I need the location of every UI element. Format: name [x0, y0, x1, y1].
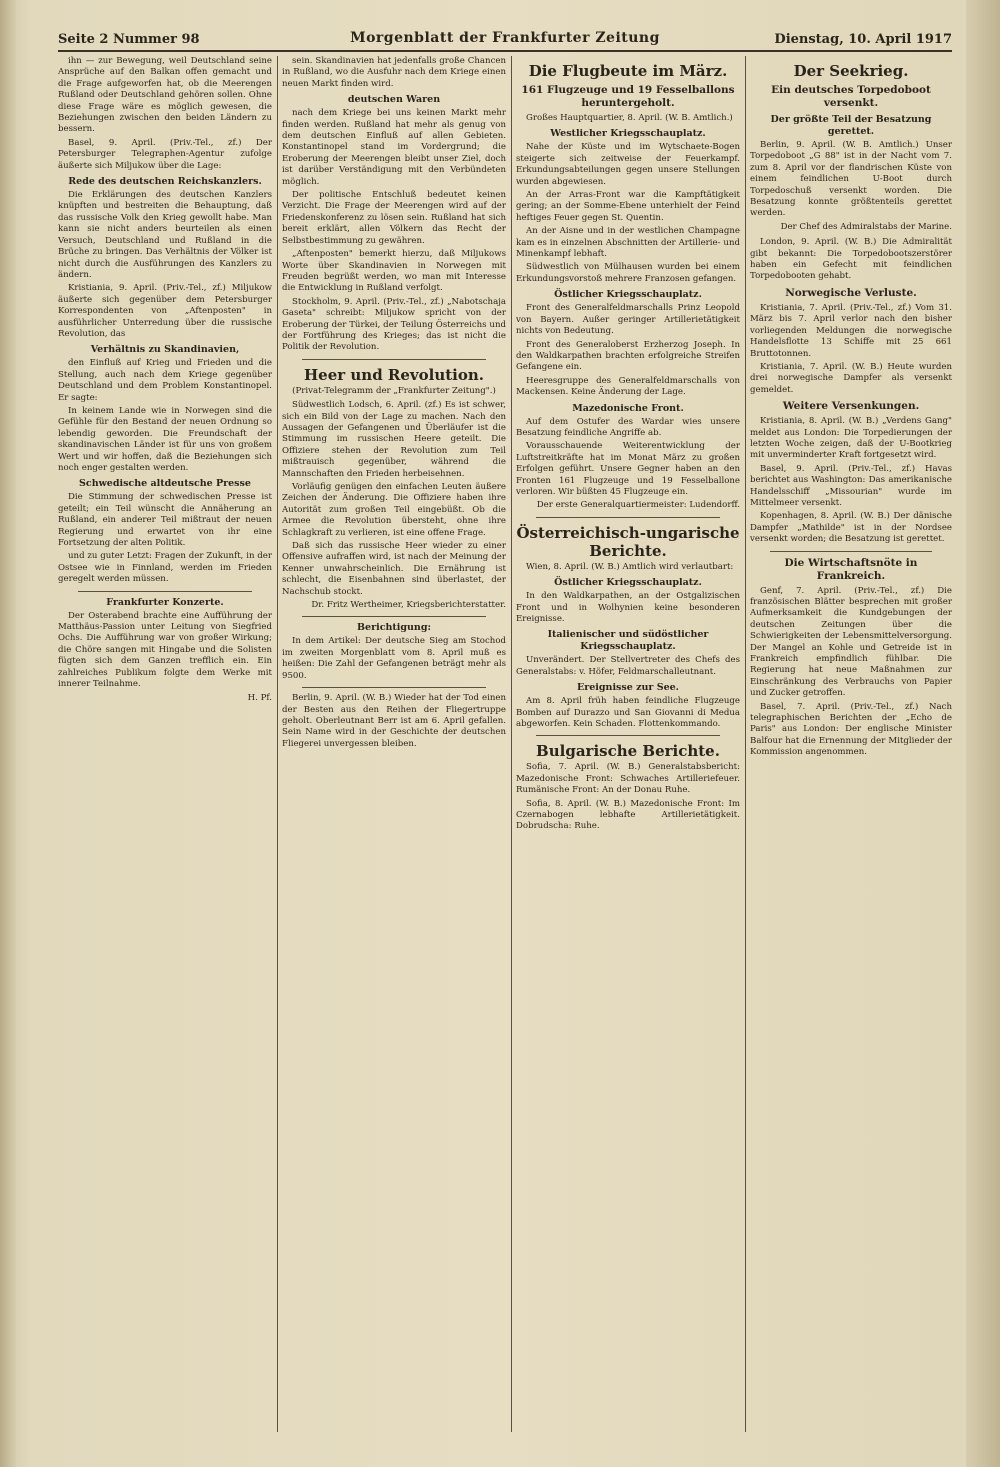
article-paragraph: Am 8. April früh haben feindliche Flugzeuge Bomben auf Durazzo und San Giovanni di Medua abgeworfen. Kein Schaden. Flottenkommando.: [516, 696, 740, 730]
article-paragraph: In dem Artikel: Der deutsche Sieg am Stochod im zweiten Morgenblatt vom 8. April muß es heißen: Die Zahl der Gefangenen beträgt mehr als 9500.: [282, 636, 506, 681]
article-headline: Die Flugbeute im März.: [528, 62, 728, 80]
masthead: [58, 28, 952, 52]
article-paragraph: Unverändert. Der Stellvertreter des Chefs des Generalstabs: v. Höfer, Feldmarschalleutnant.: [516, 655, 740, 677]
article-paragraph: Basel, 9. April. (Priv.-Tel., zf.) Havas berichtet aus Washington: Das amerikanische Handelsschiff „Missourian" wurde im Mittelmeer versenkt.: [750, 463, 952, 508]
article-paragraph: Großes Hauptquartier, 8. April. (W. B. Amtlich.): [526, 113, 733, 123]
article-paragraph: Nahe der Küste und im Wytschaete-Bogen steigerte sich zeitweise der Feuerkampf. Erkundungsabteilungen gegen unsere Stellungen wurden abgewiesen.: [516, 142, 740, 187]
section-divider: [78, 591, 252, 592]
article-paragraph: Kristiania, 9. April. (Priv.-Tel., zf.) Miljukow äußerte sich gegenüber dem Petersburger Korrespondenten von „Aftenposten" in ausführlicher Unterredung über die russische Revolution, das: [58, 283, 272, 339]
article-paragraph: Die Stimmung der schwedischen Presse ist geteilt; ein Teil wünscht die Annäherung an Rußland, ein anderer Teil mißtraut der neuen Regierung und erwartet von ihr eine Fortsetzung der alten Politik.: [58, 492, 272, 549]
section-heading: Weitere Versenkungen.: [782, 400, 920, 413]
section-heading: Norwegische Verluste.: [785, 286, 917, 299]
article-paragraph: Genf, 7. April. (Priv.-Tel., zf.) Die französischen Blätter besprechen mit großer Aufmerksamkeit die Kundgebungen der deutschen Zeitungen über die Schwierigkeiten der Lebensmittelversorgung. Der Mangel an Kohle und Getreide ist in Frankreich empfindlich fühlbar. Die Regierung hat neue Maßnahmen zur Einschränkung des Verbrauchs von Papier und Zucker getroffen.: [750, 585, 952, 699]
article-paragraph: Berlin, 9. April. (W. B. Amtlich.) Unser Torpedoboot „G 88" ist in der Nacht vom 7. zum 8. April vor der flandrischen Küste von einem feindlichen U-Boot durch Torpedoschuß versenkt worden. Die Besatzung konnte größtenteils gerettet werden.: [750, 140, 952, 219]
article-paragraph: Der politische Entschluß bedeutet keinen Verzicht. Die Frage der Meerengen wird auf der Friedenskonferenz zu lösen sein. Rußland hat sich bereit erklärt, allen Völkern das Recht der Selbstbestimmung zu gewähren.: [282, 190, 506, 246]
article-paragraph: Kristiania, 8. April. (W. B.) „Verdens Gang" meldet aus London: Die Torpedierungen der letzten Woche zeigen, daß der U-Bootkrieg mit unverminderter Kraft fortgesetzt wird.: [750, 416, 952, 461]
article-paragraph: Der Osterabend brachte eine Aufführung der Matthäus-Passion unter Leitung von Siegfried Ochs. Die Aufführung war von großer Wirkung; die Chöre sangen mit Hingabe und die Solisten fügten sich dem Ganzen trefflich ein. Ein zahlreiches Publikum folgte dem Werke mit innerer Teilnahme.: [58, 610, 272, 690]
section-divider: [302, 687, 486, 688]
section-heading: Westlicher Kriegsschauplatz.: [550, 128, 706, 140]
article-paragraph: Stockholm, 9. April. (Priv.-Tel., zf.) „Nabotschaja Gaseta" schreibt: Miljukow spricht von der Eroberung der Türkei, der Teilung Österreichs und der Fortführung des Krieges; das ist nicht die Politik der Revolution.: [282, 296, 506, 353]
article-paragraph: Kristiania, 7. April. (Priv.-Tel., zf.) Vom 31. März bis 7. April verlor nach den bisher vorliegenden Meldungen die norwegische Handelsflotte 13 Schiffe mit 25 661 Bruttotonnen.: [750, 302, 952, 359]
article-paragraph: Südwestlich von Mülhausen wurden bei einem Erkundungsvorstoß mehrere Franzosen gefangen.: [516, 262, 740, 284]
column-1: [58, 56, 272, 1432]
section-heading: Ereignisse zur See.: [577, 682, 679, 694]
article-paragraph: Kristiania, 7. April. (W. B.) Heute wurden drei norwegische Dampfer als versenkt gemeldet.: [750, 361, 952, 395]
article-headline: Die Wirtschaftsnöte in Frankreich.: [784, 556, 918, 582]
newspaper-title: Morgenblatt der Frankfurter Zeitung: [350, 30, 660, 46]
article-paragraph: Kopenhagen, 8. April. (W. B.) Der dänische Dampfer „Mathilde" ist in der Nordsee versenkt worden; die Besatzung ist gerettet.: [750, 511, 952, 545]
section-heading: Östlicher Kriegsschauplatz.: [554, 577, 702, 589]
issue-date: Dienstag, 10. April 1917: [774, 32, 952, 47]
article-paragraph: In den Waldkarpathen, an der Ostgalizischen Front und in Wolhynien keine besonderen Ereignisse.: [516, 591, 740, 624]
article-paragraph: Südwestlich Lodsch, 6. April. (zf.) Es ist schwer, sich ein Bild von der Lage zu machen. Nach den Aussagen der Gefangenen und Überläufer ist die Stimmung im russischen Heere geteilt. Die Offiziere stehen der Revolution zum Teil mißtrauisch gegenüber, während die Mannschaften den Frieden herbeisehnen.: [282, 400, 506, 479]
article-subheadline: Ein deutsches Torpedoboot versenkt.: [771, 84, 931, 109]
section-divider: [302, 616, 486, 617]
page-number: Seite 2 Nummer 98: [58, 32, 200, 47]
article-subheadline: 161 Flugzeuge und 19 Fesselballons heruntergeholt.: [521, 84, 735, 109]
article-paragraph: „Aftenposten" bemerkt hierzu, daß Miljukows Worte über Skandinavien in Norwegen mit Freuden begrüßt werden, wo man mit Interesse die Entwicklung in Rußland verfolgt.: [282, 249, 506, 294]
article-paragraph: Berlin, 9. April. (W. B.) Wieder hat der Tod einen der Besten aus den Reihen der Fliegertruppe geholt. Oberleutnant Berr ist am 6. April gefallen. Sein Name wird in der Geschichte der deutschen Fliegerei unvergessen bleiben.: [282, 693, 506, 749]
article-headline: Österreichisch-ungarische Berichte.: [516, 523, 740, 560]
article-paragraph: In keinem Lande wie in Norwegen sind die Gefühle für den Bestand der neuen Ordnung so lebendig geworden. Die Freundschaft der skandinavischen Länder ist für uns von großem Wert und wir hoffen, daß die Beziehungen sich noch enger gestalten werden.: [58, 405, 272, 473]
section-divider: [536, 735, 720, 736]
section-heading: Berichtigung:: [357, 622, 431, 634]
article-paragraph: Front des Generaloberst Erzherzog Joseph. In den Waldkarpathen brachten erfolgreiche Streifen Gefangene ein.: [516, 339, 740, 373]
article-paragraph: Basel, 9. April. (Priv.-Tel., zf.) Der Petersburger Telegraphen-Agentur zufolge äußerte sich Miljukow über die Lage:: [58, 137, 272, 171]
article-headline: Der Seekrieg.: [793, 62, 909, 80]
author-signature: Dr. Fritz Wertheimer, Kriegsberichterstatter.: [311, 600, 506, 611]
page-edge: [966, 0, 1000, 1467]
section-heading: Rede des deutschen Reichskanzlers.: [68, 176, 262, 188]
article-paragraph: An der Aisne und in der westlichen Champagne kam es in einzelnen Abschnitten der Artillerie- und Minenkampf lebhaft.: [516, 226, 740, 260]
author-signature: Der Chef des Admiralstabs der Marine.: [780, 221, 952, 232]
section-divider: [770, 551, 932, 552]
section-heading: deutschen Waren: [347, 94, 441, 106]
article-headline: Bulgarische Berichte.: [536, 742, 720, 761]
article-paragraph: An der Arras-Front war die Kampftätigkeit gering; an der Somme-Ebene unterhielt der Feind heftiges Feuer gegen St. Quentin.: [516, 190, 740, 223]
column-rule: [745, 56, 746, 1432]
article-paragraph: Wien, 8. April. (W. B.) Amtlich wird verlautbart:: [526, 561, 734, 572]
section-heading: Schwedische altdeutsche Presse: [79, 478, 251, 490]
article-paragraph: Sofia, 8. April. (W. B.) Mazedonische Front: Im Czernabogen lebhafte Artillerietätigkeit. Dobrudscha: Ruhe.: [516, 798, 740, 832]
author-initials: H. Pf.: [247, 692, 272, 703]
article-paragraph: Vorläufig genügen den einfachen Leuten äußere Zeichen der Änderung. Die Offiziere haben ihre Autorität zum großen Teil eingebüßt. Ob die Armee die Revolution übersteht, ohne ihre Schlagkraft zu verlieren, ist eine offene Frage.: [282, 482, 506, 538]
section-heading: Östlicher Kriegsschauplatz.: [554, 289, 702, 301]
article-paragraph: den Einfluß auf Krieg und Frieden und die Stellung, auch nach dem Kriege gegenüber Deutschland und dem Problem Konstantinopel. Er sagte:: [58, 358, 272, 403]
column-rule: [277, 56, 278, 1432]
article-paragraph: nach dem Kriege bei uns keinen Markt mehr finden werden. Rußland hat mehr als genug von dem deutschen Einfluß auf allen Gebieten. Konstantinopel stand im Vordergrund; die Eroberung der Meerengen bleibt unser Ziel, doch ist darüber Verständigung mit den Verbündeten möglich.: [282, 108, 506, 187]
section-divider: [536, 517, 720, 518]
section-heading: Italienischer und südöstlicher Kriegsschauplatz.: [547, 629, 709, 653]
column-rule: [511, 56, 512, 1432]
section-divider: [302, 359, 486, 360]
article-paragraph: Auf dem Ostufer des Wardar wies unsere Besatzung feindliche Angriffe ab.: [516, 416, 740, 438]
section-heading: Verhältnis zu Skandinavien,: [90, 344, 240, 356]
section-heading: Der größte Teil der Besatzung gerettet.: [770, 114, 932, 137]
section-heading: Frankfurter Konzerte.: [106, 596, 224, 608]
column-4: [750, 56, 952, 1432]
page-binding: [0, 0, 16, 1467]
article-paragraph: und zu guter Letzt: Fragen der Zukunft, in der Ostsee wie in Finnland, werden im Frieden geregelt werden müssen.: [58, 551, 272, 585]
section-heading: Mazedonische Front.: [572, 402, 684, 414]
article-paragraph: Heeresgruppe des Generalfeldmarschalls von Mackensen. Keine Änderung der Lage.: [516, 375, 740, 398]
article-paragraph: Sofia, 7. April. (W. B.) Generalstabsbericht: Mazedonische Front: Schwaches Artilleriefeuer. Rumänische Front: An der Donau Ruhe.: [516, 762, 740, 796]
article-paragraph: Die Erklärungen des deutschen Kanzlers knüpften und bestreiten die Behauptung, daß das russische Volk den Krieg gewollt habe. Man kann sie nicht anders beurteilen als einen Versuch, Deutschland und Rußland in die Brüche zu bringen. Das Verhältnis der Völker ist nicht durch die Ausführungen des Kanzlers zu ändern.: [58, 190, 272, 280]
article-subheading: (Privat-Telegramm der „Frankfurter Zeitung".): [292, 385, 496, 396]
article-paragraph: London, 9. April. (W. B.) Die Admiralität gibt bekannt: Die Torpedobootszerstörer haben ein Gefecht mit feindlichen Torpedobooten gehabt.: [750, 237, 952, 282]
author-signature: Der erste Generalquartiermeister: Ludendorff.: [536, 500, 740, 511]
column-3: [516, 56, 740, 1432]
article-paragraph: ihn — zur Bewegung, weil Deutschland seine Ansprüche auf den Balkan offen gemacht und die Frage aufgeworfen hat, ob die Meerengen Rußland oder Deutschland gehören sollen. Ohne diese Frage wäre es möglich gewesen, die Beziehungen zwischen den beiden Ländern zu bessern.: [58, 56, 272, 135]
article-paragraph: Front des Generalfeldmarschalls Prinz Leopold von Bayern. Außer geringer Artillerietätigkeit nichts von Bedeutung.: [516, 303, 740, 337]
article-paragraph: Daß sich das russische Heer wieder zu einer Offensive aufraffen wird, ist nach der Meinung der Kenner unwahrscheinlich. Die Ernährung ist schlecht, die Eisenbahnen sind überlastet, der Nachschub stockt.: [282, 541, 506, 597]
article-paragraph: Basel, 7. April. (Priv.-Tel., zf.) Nach telegraphischen Berichten der „Echo de Paris" aus London: Der englische Minister Balfour hat die Ernennung der Mitglieder der Kommission angenommen.: [750, 701, 952, 758]
article-headline: Heer und Revolution.: [304, 365, 484, 384]
article-paragraph: sein. Skandinavien hat jedenfalls große Chancen in Rußland, wo die Ausfuhr nach dem Kriege einen neuen Markt finden wird.: [282, 56, 506, 89]
article-paragraph: Vorausschauende Weiterentwicklung der Luftstreitkräfte hat im Monat März zu großen Erfolgen geführt. Unsere Gegner haben an den Fronten 161 Flugzeuge und 19 Fesselballone verloren. Wir büßten 45 Flugzeuge ein.: [516, 441, 740, 497]
column-2: [282, 56, 506, 1432]
